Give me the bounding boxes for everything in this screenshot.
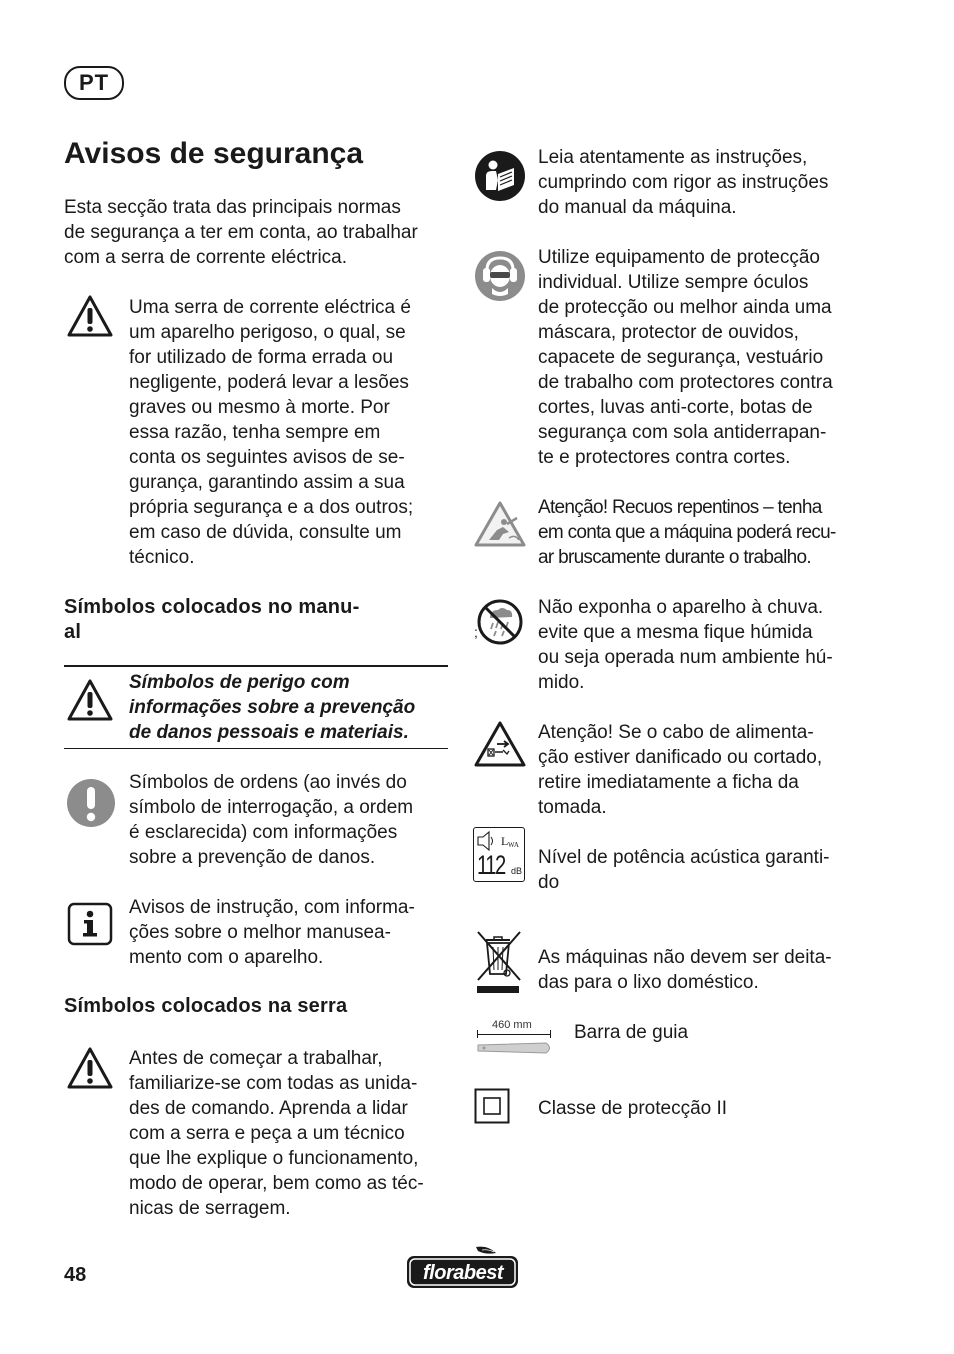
rain-mark: ; xyxy=(474,624,478,640)
text-line: Atenção! Se o cabo de alimenta- xyxy=(538,722,814,743)
saw-symbols-heading: Símbolos colocados na serra xyxy=(64,995,348,1017)
text-line: conta os seguintes avisos de se- xyxy=(129,447,405,468)
text-line: em conta que a máquina poderá recu- xyxy=(538,522,836,543)
exclamation-circle-icon xyxy=(66,778,116,828)
instruction-symbols-text xyxy=(129,895,449,970)
kickback-warning-icon xyxy=(473,500,527,548)
text-line: com a serra de corrente eléctrica. xyxy=(64,247,348,268)
no-rain-icon xyxy=(476,598,524,646)
text-line: modo de operar, bem como as téc- xyxy=(129,1173,424,1194)
text-line: símbolo de interrogação, a ordem xyxy=(129,797,414,818)
text-line: informações sobre a prevenção xyxy=(129,697,416,718)
text-line: Símbolos de perigo com xyxy=(129,672,350,693)
brand-name: florabest xyxy=(423,1262,503,1284)
text-line: que lhe explique o funcionamento, xyxy=(129,1148,419,1169)
text-line: familiarize-se com todas as unida- xyxy=(129,1073,418,1094)
text-line: ou seja operada num ambiente hú- xyxy=(538,647,833,668)
guide-bar-icon xyxy=(476,1039,554,1057)
text-line: As máquinas não devem ser deita- xyxy=(538,947,832,968)
text-line: Símbolos de ordens (ao invés do xyxy=(129,772,407,793)
read-manual-icon xyxy=(474,150,526,202)
warning-triangle-icon xyxy=(66,678,114,722)
text-line: for utilizado de forma errada ou xyxy=(129,347,394,368)
sound-unit: dB xyxy=(511,866,523,876)
text-line: Esta secção trata das principais normas xyxy=(64,197,401,218)
text-line: Avisos de instrução, com informa- xyxy=(129,897,415,918)
text-line: Uma serra de corrente eléctrica é xyxy=(129,297,411,318)
text-line: te e protectores contra cortes. xyxy=(538,447,791,468)
info-icon xyxy=(67,902,113,946)
text-line: tomada. xyxy=(538,797,607,818)
text-line: mido. xyxy=(538,672,585,693)
warning-triangle-icon xyxy=(66,1046,114,1090)
divider-bottom xyxy=(64,748,448,749)
text-line: sobre a prevenção de danos. xyxy=(129,847,376,868)
heading-line: al xyxy=(64,621,82,643)
disposal-text xyxy=(538,945,868,995)
divider-top xyxy=(64,665,448,667)
speaker-icon xyxy=(477,831,495,851)
text-line: de protecção ou melhor ainda uma xyxy=(538,297,832,318)
text-line: máscara, protector de ouvidos, xyxy=(538,322,799,343)
damaged-cable-warning-icon xyxy=(473,720,527,768)
text-line: ar bruscamente durante o trabalho. xyxy=(538,547,811,568)
guide-bar-tick xyxy=(550,1030,551,1038)
sound-level-badge xyxy=(473,827,525,882)
text-line: Utilize equipamento de protecção xyxy=(538,247,821,268)
text-line: de trabalho com protectores contra xyxy=(538,372,833,393)
kickback-text xyxy=(538,495,868,570)
text-line: des de comando. Aprenda a lidar xyxy=(129,1098,408,1119)
text-line: capacete de segurança, vestuário xyxy=(538,347,824,368)
text-line: Nível de potência acústica garanti- xyxy=(538,847,830,868)
text-line: é esclarecida) com informações xyxy=(129,822,398,843)
before-work-text xyxy=(129,1046,451,1221)
text-line: técnico. xyxy=(129,547,195,568)
protection-class-ii-icon xyxy=(474,1088,510,1124)
sound-value: 112 xyxy=(477,850,505,880)
text-line: cortes, luvas anti-corte, botas de xyxy=(538,397,813,418)
text-line: segurança com sola antiderrapan- xyxy=(538,422,827,443)
protection-class-label: Classe de protecção II xyxy=(538,1098,728,1119)
text-line: graves ou mesmo à morte. Por xyxy=(129,397,390,418)
hazard-symbols-text xyxy=(129,670,449,745)
intro-paragraph xyxy=(64,195,454,270)
page-title: Avisos de segurança xyxy=(64,137,364,170)
ppe-text xyxy=(538,245,868,470)
brand-logo xyxy=(406,1245,520,1291)
text-line: Atenção! Recuos repentinos – tenha xyxy=(538,497,822,518)
text-line: evite que a mesma fique húmida xyxy=(538,622,813,643)
sound-symbol-l: L xyxy=(501,834,509,848)
guide-bar-measure-line xyxy=(478,1034,550,1035)
danger-warning-text xyxy=(129,295,449,570)
guide-bar-tick xyxy=(477,1030,478,1038)
guide-bar-size: 460 mm xyxy=(492,1019,532,1031)
cable-text xyxy=(538,720,868,820)
order-symbols-text xyxy=(129,770,449,870)
text-line: Não exponha o aparelho à chuva. xyxy=(538,597,824,618)
text-line: ção estiver danificado ou cortado, xyxy=(538,747,823,768)
rain-text xyxy=(538,595,868,695)
manual-symbols-heading xyxy=(64,595,454,645)
text-line: de segurança a ter em conta, ao trabalhar xyxy=(64,222,418,243)
text-line: do xyxy=(538,872,560,893)
text-line: gurança, garantindo assim a sua xyxy=(129,472,405,493)
crossed-bin-icon xyxy=(474,930,522,994)
text-line: do manual da máquina. xyxy=(538,197,737,218)
text-line: negligente, poderá levar a lesões xyxy=(129,372,409,393)
text-line: de danos pessoais e materiais. xyxy=(129,722,409,743)
text-line: em caso de dúvida, consulte um xyxy=(129,522,402,543)
protective-equipment-icon xyxy=(474,250,526,302)
guide-bar-symbol xyxy=(476,1019,554,1059)
text-line: individual. Utilize sempre óculos xyxy=(538,272,809,293)
text-line: ções sobre o melhor manusea- xyxy=(129,922,391,943)
language-badge: PT xyxy=(64,66,124,100)
text-line: das para o lixo doméstico. xyxy=(538,972,759,993)
read-manual-text xyxy=(538,145,868,220)
text-line: um aparelho perigoso, o qual, se xyxy=(129,322,406,343)
text-line: nicas de serragem. xyxy=(129,1198,291,1219)
warning-triangle-icon xyxy=(66,294,114,338)
text-line: cumprindo com rigor as instruções xyxy=(538,172,829,193)
text-line: Antes de começar a trabalhar, xyxy=(129,1048,383,1069)
text-line: com a serra e peça a um técnico xyxy=(129,1123,405,1144)
heading-line: Símbolos colocados no manu- xyxy=(64,596,360,618)
guide-bar-label: Barra de guia xyxy=(574,1022,689,1043)
text-line: Leia atentamente as instruções, xyxy=(538,147,808,168)
sound-symbol-sub: WA xyxy=(508,841,519,849)
sound-text xyxy=(538,845,868,895)
text-line: mento com o aparelho. xyxy=(129,947,324,968)
text-line: própria segurança e a dos outros; xyxy=(129,497,414,518)
text-line: essa razão, tenha sempre em xyxy=(129,422,381,443)
text-line: retire imediatamente a ficha da xyxy=(538,772,799,793)
page-number: 48 xyxy=(64,1264,87,1286)
